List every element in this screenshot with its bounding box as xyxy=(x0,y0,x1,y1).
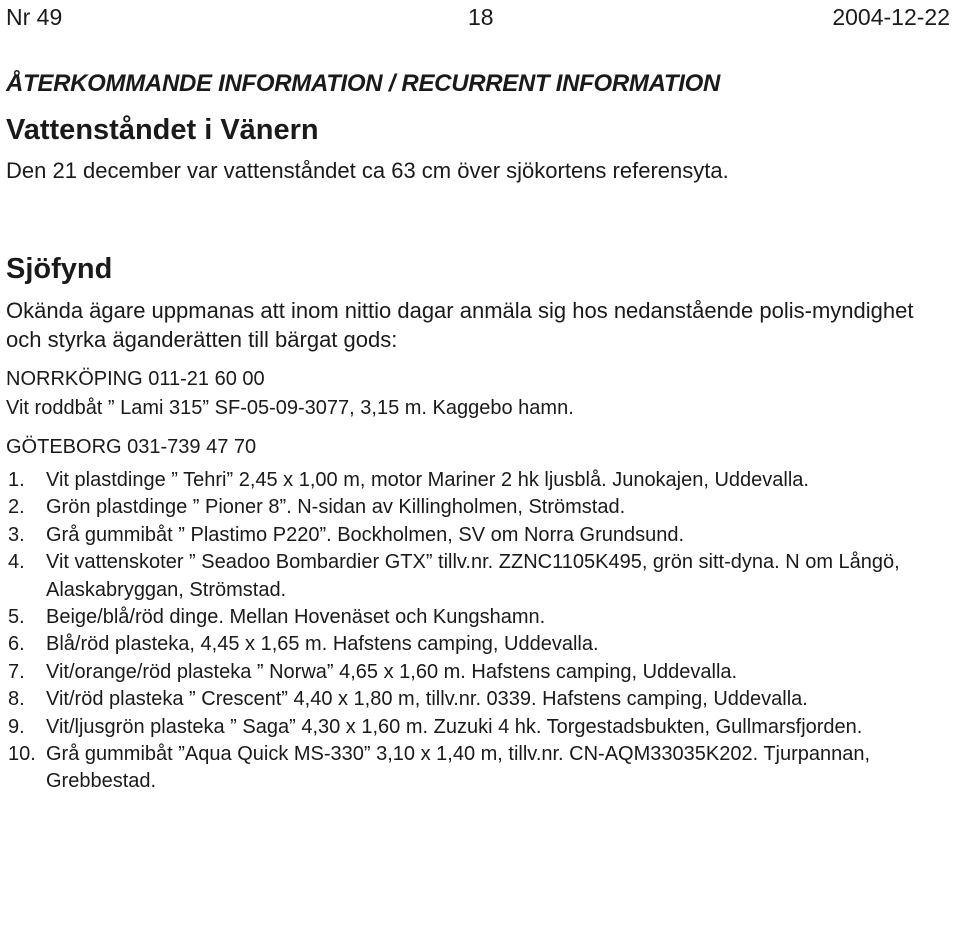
item-text: Vit/ljusgrön plasteka ” Saga” 4,30 x 1,60 m. Zuzuki 4 hk. Torgestadsbukten, Gullmarsfjorden. xyxy=(46,715,863,738)
item-text: Blå/röd plasteka, 4,45 x 1,65 m. Hafstens camping, Uddevalla. xyxy=(46,633,599,656)
section-heading: ÅTERKOMMANDE INFORMATION / RECURRENT INFORMATION xyxy=(6,70,720,97)
item-number: 7. xyxy=(8,660,25,683)
item-text: Vit plastdinge ” Tehri” 2,45 x 1,00 m, motor Mariner 2 hk ljusblå. Junokajen, Uddevalla. xyxy=(46,469,809,491)
list-item xyxy=(8,549,958,604)
issue-date: 2004-12-22 xyxy=(832,4,950,30)
list-item xyxy=(8,714,958,741)
list-item xyxy=(8,522,958,549)
page-number: 18 xyxy=(468,4,494,30)
norrkoping-heading: NORRKÖPING 011-21 60 00 xyxy=(6,368,265,390)
sjofynd-intro: Okända ägare uppmanas att inom nittio dagar anmäla sig hos nedanstående polis-myndighet och styrka äganderätten till bärgat gods: xyxy=(6,298,914,352)
item-text: Grå gummibåt ”Aqua Quick MS-330” 3,10 x 1,40 m, tillv.nr. CN-AQM33035K202. Tjurpannan, Grebbestad. xyxy=(46,743,871,793)
item-number: 8. xyxy=(8,688,25,711)
item-number: 9. xyxy=(8,715,25,738)
item-text: Grön plastdinge ” Pioner 8”. N-sidan av Killingholmen, Strömstad. xyxy=(46,496,626,519)
list-item xyxy=(8,631,958,658)
item-number: 1. xyxy=(8,469,25,491)
item-text: Vit/orange/röd plasteka ” Norwa” 4,65 x 1,60 m. Hafstens camping, Uddevalla. xyxy=(46,660,738,683)
found-items-list xyxy=(8,467,958,796)
norrkoping-entry: Vit roddbåt ” Lami 315” SF-05-09-3077, 3,15 m. Kaggebo hamn. xyxy=(6,397,574,419)
vanern-title: Vattenståndet i Vänern xyxy=(6,114,319,146)
vanern-text: Den 21 december var vattenståndet ca 63 cm över sjökortens referensyta. xyxy=(6,158,729,183)
item-number: 10. xyxy=(8,743,36,766)
list-item xyxy=(8,604,958,631)
item-text: Beige/blå/röd dinge. Mellan Hovenäset och Kungshamn. xyxy=(46,606,546,629)
item-number: 3. xyxy=(8,523,25,546)
list-item xyxy=(8,494,958,521)
list-item xyxy=(8,467,958,494)
item-text: Vit vattenskoter ” Seadoo Bombardier GTX” tillv.nr. ZZNC1105K495, grön sitt-dyna. N om Långö, Alaskabryggan, Strömstad. xyxy=(46,551,900,601)
sjofynd-title: Sjöfynd xyxy=(6,253,113,285)
goteborg-heading: GÖTEBORG 031-739 47 70 xyxy=(6,436,257,458)
list-item xyxy=(8,741,958,796)
item-text: Vit/röd plasteka ” Crescent” 4,40 x 1,80 m, tillv.nr. 0339. Hafstens camping, Uddevalla. xyxy=(46,688,808,711)
item-number: 6. xyxy=(8,633,25,656)
item-number: 5. xyxy=(8,606,25,629)
item-number: 4. xyxy=(8,551,25,574)
list-item xyxy=(8,659,958,686)
item-number: 2. xyxy=(8,496,25,519)
issue-number: Nr 49 xyxy=(6,4,63,30)
list-item xyxy=(8,686,958,713)
item-text: Grå gummibåt ” Plastimo P220”. Bockholmen, SV om Norra Grundsund. xyxy=(46,523,685,546)
